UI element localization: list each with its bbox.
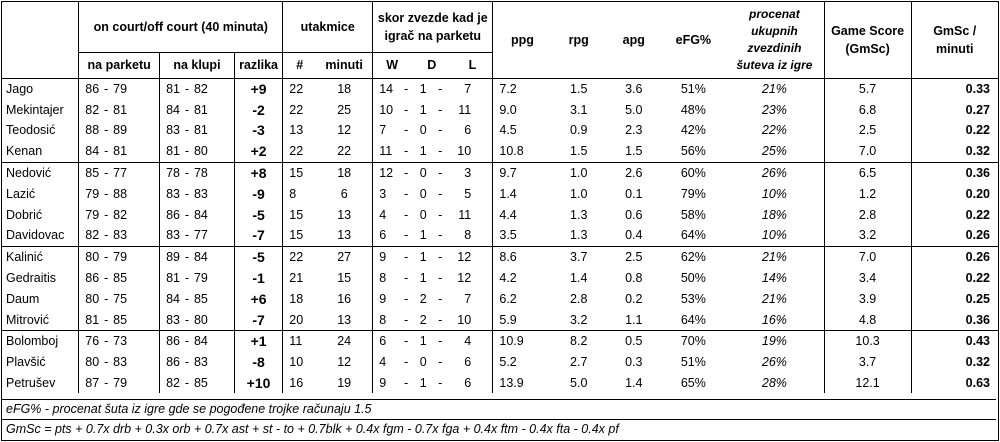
num-header: # <box>283 52 316 78</box>
na-parketu-cell: 82 - 81 <box>79 99 160 120</box>
efg-cell: 48% <box>680 102 706 117</box>
razlika-cell: +8 <box>234 162 283 183</box>
gmsc-min-cell: 0.43 <box>911 331 998 352</box>
player-stats-table <box>2 2 998 393</box>
games-cell: 22 <box>283 78 316 99</box>
na-parketu-cell: 79 - 88 <box>79 183 160 204</box>
gmsc-min-cell: 0.33 <box>911 78 998 99</box>
player-name: Dobrić <box>6 207 43 222</box>
rpg-header: rpg <box>568 32 589 47</box>
rpg-cell: 5.0 <box>570 376 588 391</box>
procenat-cell: 21% <box>761 291 787 306</box>
wdl-cell: 10 - 1 - 11 <box>373 99 493 120</box>
wdl-cell: 11 - 1 - 10 <box>373 141 493 162</box>
na-parketu-cell: 86 - 79 <box>79 78 160 99</box>
wdl-cell: 3 - 0 - 5 <box>373 183 493 204</box>
razlika-cell: +9 <box>234 78 283 99</box>
apg-cell: 2.3 <box>625 123 643 138</box>
efg-footnote: eFG% - procenat šuta iz igre gde se pogođene trojke računaju 1.5 <box>2 399 996 419</box>
razlika-cell: -2 <box>234 99 283 120</box>
games-cell: 20 <box>283 309 316 330</box>
apg-cell: 1.5 <box>625 144 643 159</box>
ppg-cell: 13.9 <box>493 373 552 394</box>
gamescore-cell: 10.3 <box>824 331 911 352</box>
razlika-cell: -3 <box>234 120 283 141</box>
apg-cell: 3.6 <box>606 78 662 99</box>
procenat-header: procenat ukupnih zvezdinih šuteva iz igre <box>736 6 813 72</box>
efg-cell: 64% <box>680 312 706 327</box>
player-name: Jago <box>2 78 79 99</box>
minutes-cell: 22 <box>337 144 352 159</box>
player-name: Mekintajer <box>6 102 64 117</box>
razlika-cell: +6 <box>234 288 283 309</box>
utakmice-group-header: utakmice <box>283 2 373 52</box>
games-cell: 10 <box>283 352 316 373</box>
minutes-cell: 27 <box>316 246 373 267</box>
gamescore-cell: 7.0 <box>824 246 911 267</box>
apg-cell: 0.6 <box>625 207 643 222</box>
apg-cell: 2.6 <box>606 162 662 183</box>
minutes-cell: 19 <box>337 376 352 391</box>
l-header: L <box>468 58 477 72</box>
razlika-cell: -7 <box>234 309 283 330</box>
procenat-cell: 28% <box>761 376 787 391</box>
gamescore-cell: 3.7 <box>824 352 911 373</box>
gamescore-cell: 2.5 <box>824 120 911 141</box>
games-cell: 21 <box>283 268 316 289</box>
razlika-header: razlika <box>234 52 283 78</box>
procenat-cell: 16% <box>761 312 787 327</box>
games-cell: 15 <box>283 162 316 183</box>
oncourt-group-header: on court/off court (40 minuta) <box>79 2 283 52</box>
games-cell: 22 <box>283 99 316 120</box>
ppg-cell: 9.0 <box>493 99 552 120</box>
rpg-cell: 1.3 <box>570 228 588 243</box>
gamescore-cell: 3.4 <box>824 268 911 289</box>
efg-header: eFG% <box>675 32 712 47</box>
wdl-cell: 4 - 0 - 6 <box>373 352 493 373</box>
gmsc-min-cell: 0.26 <box>911 246 998 267</box>
na-parketu-cell: 84 - 81 <box>79 141 160 162</box>
na-klupi-cell: 81 - 79 <box>160 268 235 289</box>
efg-cell: 53% <box>680 291 706 306</box>
table-row <box>2 78 998 99</box>
skor-group-header: skor zvezde kad je igrač na parketu <box>373 2 493 52</box>
player-name: Davidovac <box>6 228 65 243</box>
table-row <box>2 373 998 394</box>
procenat-cell: 10% <box>761 228 787 243</box>
apg-cell: 0.2 <box>625 291 643 306</box>
na-klupi-cell: 83 - 80 <box>160 309 235 330</box>
games-cell: 8 <box>283 183 316 204</box>
gamescore-header: Game Score (GmSc) <box>824 2 911 78</box>
corner-header <box>2 2 79 52</box>
games-cell: 13 <box>283 120 316 141</box>
razlika-cell: -9 <box>234 183 283 204</box>
razlika-cell: -5 <box>234 246 283 267</box>
rpg-cell: 1.3 <box>570 207 588 222</box>
na-klupi-cell: 81 - 82 <box>160 78 235 99</box>
na-parketu-cell: 79 - 82 <box>79 204 160 225</box>
procenat-cell: 26% <box>725 162 824 183</box>
minutes-cell: 13 <box>337 312 352 327</box>
efg-cell: 70% <box>662 331 726 352</box>
games-cell: 16 <box>283 373 316 394</box>
minutes-cell: 24 <box>316 331 373 352</box>
table-row <box>2 352 998 373</box>
player-name: Petrušev <box>6 376 56 391</box>
gmsc-min-cell: 0.20 <box>911 183 998 204</box>
na-parketu-cell: 80 - 79 <box>79 246 160 267</box>
ppg-cell: 10.9 <box>493 331 552 352</box>
gmsc-footnote: GmSc = pts + 0.7x drb + 0.3x orb + 0.7x ast + st - to + 0.7blk + 0.4x fgm - 0.7x fga + 0.4x ftm - 0.4x fta - 0.4x pf <box>2 419 996 439</box>
ppg-cell: 5.9 <box>493 309 552 330</box>
gmsc-min-cell: 0.63 <box>911 373 998 394</box>
na-parketu-header: na parketu <box>79 52 160 78</box>
games-cell: 22 <box>283 141 316 162</box>
na-klupi-cell: 83 - 77 <box>160 225 235 246</box>
efg-cell: 58% <box>680 207 706 222</box>
apg-cell: 0.1 <box>625 186 643 201</box>
ppg-cell: 6.2 <box>493 288 552 309</box>
ppg-cell: 1.4 <box>493 183 552 204</box>
na-klupi-cell: 84 - 81 <box>160 99 235 120</box>
player-name: Gedraitis <box>6 271 57 286</box>
player-name: Mitrović <box>6 312 50 327</box>
na-klupi-cell: 86 - 84 <box>160 331 235 352</box>
rpg-cell: 2.7 <box>570 355 588 370</box>
wdl-cell: 4 - 0 - 11 <box>373 204 493 225</box>
minutes-cell: 18 <box>316 78 373 99</box>
player-name: Daum <box>6 291 40 306</box>
player-name: Lazić <box>6 186 36 201</box>
gmsc-min-cell: 0.36 <box>911 162 998 183</box>
wdl-cell: 9 - 1 - 6 <box>373 373 493 394</box>
ppg-cell: 10.8 <box>493 141 552 162</box>
gamescore-cell: 3.2 <box>824 225 911 246</box>
player-name: Kalinić <box>2 246 79 267</box>
na-parketu-cell: 86 - 85 <box>79 268 160 289</box>
efg-cell: 60% <box>662 162 726 183</box>
table-row <box>2 225 998 246</box>
wdl-cell: 8 - 2 - 10 <box>373 309 493 330</box>
table-row <box>2 204 998 225</box>
rpg-cell: 2.8 <box>570 291 588 306</box>
na-klupi-cell: 82 - 85 <box>160 373 235 394</box>
wdl-cell: 7 - 0 - 6 <box>373 120 493 141</box>
procenat-cell: 23% <box>761 102 787 117</box>
efg-cell: 56% <box>680 144 706 159</box>
razlika-cell: -7 <box>234 225 283 246</box>
razlika-cell: +1 <box>234 331 283 352</box>
wdl-cell: 12 - 0 - 3 <box>373 162 493 183</box>
table-row <box>2 288 998 309</box>
na-klupi-cell: 83 - 83 <box>160 183 235 204</box>
gmsc-min-cell: 0.32 <box>911 352 998 373</box>
table-row <box>2 183 998 204</box>
apg-header: apg <box>622 32 645 47</box>
minutes-cell: 6 <box>340 186 348 201</box>
procenat-cell: 25% <box>761 144 787 159</box>
procenat-cell: 26% <box>761 355 787 370</box>
wdl-cell: 6 - 1 - 4 <box>373 331 493 352</box>
efg-cell: 51% <box>662 78 726 99</box>
minutes-cell: 18 <box>316 162 373 183</box>
table-body <box>2 78 998 393</box>
table-row <box>2 141 998 162</box>
na-klupi-cell: 83 - 81 <box>160 120 235 141</box>
gmsc-min-cell: 0.25 <box>911 288 998 309</box>
procenat-cell: 21% <box>725 246 824 267</box>
efg-cell: 51% <box>680 355 706 370</box>
d-header: D <box>427 58 437 72</box>
games-cell: 15 <box>283 204 316 225</box>
na-klupi-cell: 89 - 84 <box>160 246 235 267</box>
gmsc-min-cell: 0.32 <box>911 141 998 162</box>
wdl-cell: 9 - 1 - 12 <box>373 246 493 267</box>
games-cell: 11 <box>283 331 316 352</box>
razlika-cell: +10 <box>234 373 283 394</box>
w-header: W <box>373 52 411 78</box>
na-parketu-cell: 87 - 79 <box>79 373 160 394</box>
na-parketu-cell: 82 - 83 <box>79 225 160 246</box>
games-cell: 22 <box>283 246 316 267</box>
player-name: Nedović <box>2 162 79 183</box>
games-cell: 18 <box>283 288 316 309</box>
na-parketu-cell: 85 - 77 <box>79 162 160 183</box>
player-name: Plavšić <box>6 355 46 370</box>
efg-cell: 50% <box>680 271 706 286</box>
apg-cell: 2.5 <box>606 246 662 267</box>
ppg-cell: 4.5 <box>493 120 552 141</box>
rpg-cell: 0.9 <box>570 123 588 138</box>
table-row <box>2 268 998 289</box>
na-klupi-cell: 86 - 83 <box>160 352 235 373</box>
procenat-cell: 10% <box>761 186 787 201</box>
ppg-cell: 9.7 <box>493 162 552 183</box>
ppg-header: ppg <box>493 2 552 78</box>
rpg-cell: 3.7 <box>551 246 606 267</box>
na-parketu-cell: 88 - 89 <box>79 120 160 141</box>
efg-cell: 42% <box>680 123 706 138</box>
ppg-cell: 7.2 <box>493 78 552 99</box>
gamescore-cell: 4.8 <box>824 309 911 330</box>
na-parketu-cell: 76 - 73 <box>79 331 160 352</box>
gamescore-cell: 5.7 <box>824 78 911 99</box>
procenat-cell: 18% <box>761 207 787 222</box>
apg-cell: 0.5 <box>606 331 662 352</box>
apg-cell: 0.3 <box>625 355 643 370</box>
procenat-cell: 21% <box>725 78 824 99</box>
minutes-cell: 13 <box>337 207 352 222</box>
gamescore-cell: 7.0 <box>824 141 911 162</box>
minutes-cell: 12 <box>337 355 352 370</box>
rpg-cell: 1.4 <box>570 271 588 286</box>
na-klupi-header: na klupi <box>160 52 235 78</box>
ppg-cell: 5.2 <box>493 352 552 373</box>
razlika-cell: +2 <box>234 141 283 162</box>
na-klupi-cell: 86 - 84 <box>160 204 235 225</box>
razlika-cell: -5 <box>234 204 283 225</box>
efg-cell: 62% <box>662 246 726 267</box>
gamescore-cell: 12.1 <box>824 373 911 394</box>
table-row <box>2 162 998 183</box>
table-row <box>2 309 998 330</box>
gamescore-cell: 6.8 <box>824 99 911 120</box>
efg-cell: 79% <box>680 186 706 201</box>
rpg-cell: 1.5 <box>570 144 588 159</box>
razlika-cell: -1 <box>234 268 283 289</box>
apg-cell: 0.4 <box>625 228 643 243</box>
ppg-cell: 3.5 <box>493 225 552 246</box>
gmsc-min-cell: 0.22 <box>911 204 998 225</box>
rpg-cell: 3.2 <box>570 312 588 327</box>
gmsc-min-cell: 0.26 <box>911 225 998 246</box>
gmsc-min-cell: 0.27 <box>911 99 998 120</box>
procenat-cell: 22% <box>761 123 787 138</box>
rpg-cell: 8.2 <box>551 331 606 352</box>
na-klupi-cell: 84 - 85 <box>160 288 235 309</box>
table-row <box>2 120 998 141</box>
minutes-cell: 15 <box>337 271 352 286</box>
apg-cell: 1.1 <box>625 312 643 327</box>
apg-cell: 1.4 <box>625 376 643 391</box>
efg-cell: 64% <box>680 228 706 243</box>
rpg-cell: 1.5 <box>551 78 606 99</box>
gamescore-cell: 1.2 <box>824 183 911 204</box>
na-klupi-cell: 81 - 80 <box>160 141 235 162</box>
rpg-cell: 1.0 <box>570 186 588 201</box>
wdl-cell: 6 - 1 - 8 <box>373 225 493 246</box>
table-row <box>2 246 998 267</box>
gmsc-min-cell: 0.22 <box>911 268 998 289</box>
efg-cell: 65% <box>680 376 706 391</box>
minutes-cell: 25 <box>337 102 352 117</box>
player-name: Teodosić <box>6 123 56 138</box>
gamescore-cell: 2.8 <box>824 204 911 225</box>
minutes-cell: 16 <box>337 291 352 306</box>
stats-table-container <box>1 1 999 441</box>
gamescore-cell: 3.9 <box>824 288 911 309</box>
procenat-cell: 14% <box>761 271 787 286</box>
corner-header-2 <box>2 52 79 78</box>
apg-cell: 5.0 <box>625 102 643 117</box>
procenat-cell: 19% <box>725 331 824 352</box>
na-klupi-cell: 78 - 78 <box>160 162 235 183</box>
player-name: Kenan <box>6 144 43 159</box>
ppg-cell: 4.4 <box>493 204 552 225</box>
wdl-cell: 8 - 1 - 12 <box>373 268 493 289</box>
wdl-cell: 14 - 1 - 7 <box>373 78 493 99</box>
gmsc-min-cell: 0.36 <box>911 309 998 330</box>
games-cell: 15 <box>283 225 316 246</box>
ppg-cell: 8.6 <box>493 246 552 267</box>
apg-cell: 0.8 <box>625 271 643 286</box>
rpg-cell: 1.0 <box>551 162 606 183</box>
ppg-cell: 4.2 <box>493 268 552 289</box>
na-parketu-cell: 80 - 75 <box>79 288 160 309</box>
razlika-cell: -8 <box>234 352 283 373</box>
na-parketu-cell: 80 - 83 <box>79 352 160 373</box>
table-row <box>2 331 998 352</box>
player-name: Bolomboj <box>2 331 79 352</box>
minutes-cell: 12 <box>337 123 352 138</box>
minuti-header: minuti <box>325 58 363 72</box>
wdl-cell: 9 - 2 - 7 <box>373 288 493 309</box>
gamescore-cell: 6.5 <box>824 162 911 183</box>
rpg-cell: 3.1 <box>570 102 588 117</box>
minutes-cell: 13 <box>337 228 352 243</box>
na-parketu-cell: 81 - 85 <box>79 309 160 330</box>
table-row <box>2 99 998 120</box>
gmsc-min-header: GmSc / minuti <box>911 2 998 78</box>
gmsc-min-cell: 0.22 <box>911 120 998 141</box>
